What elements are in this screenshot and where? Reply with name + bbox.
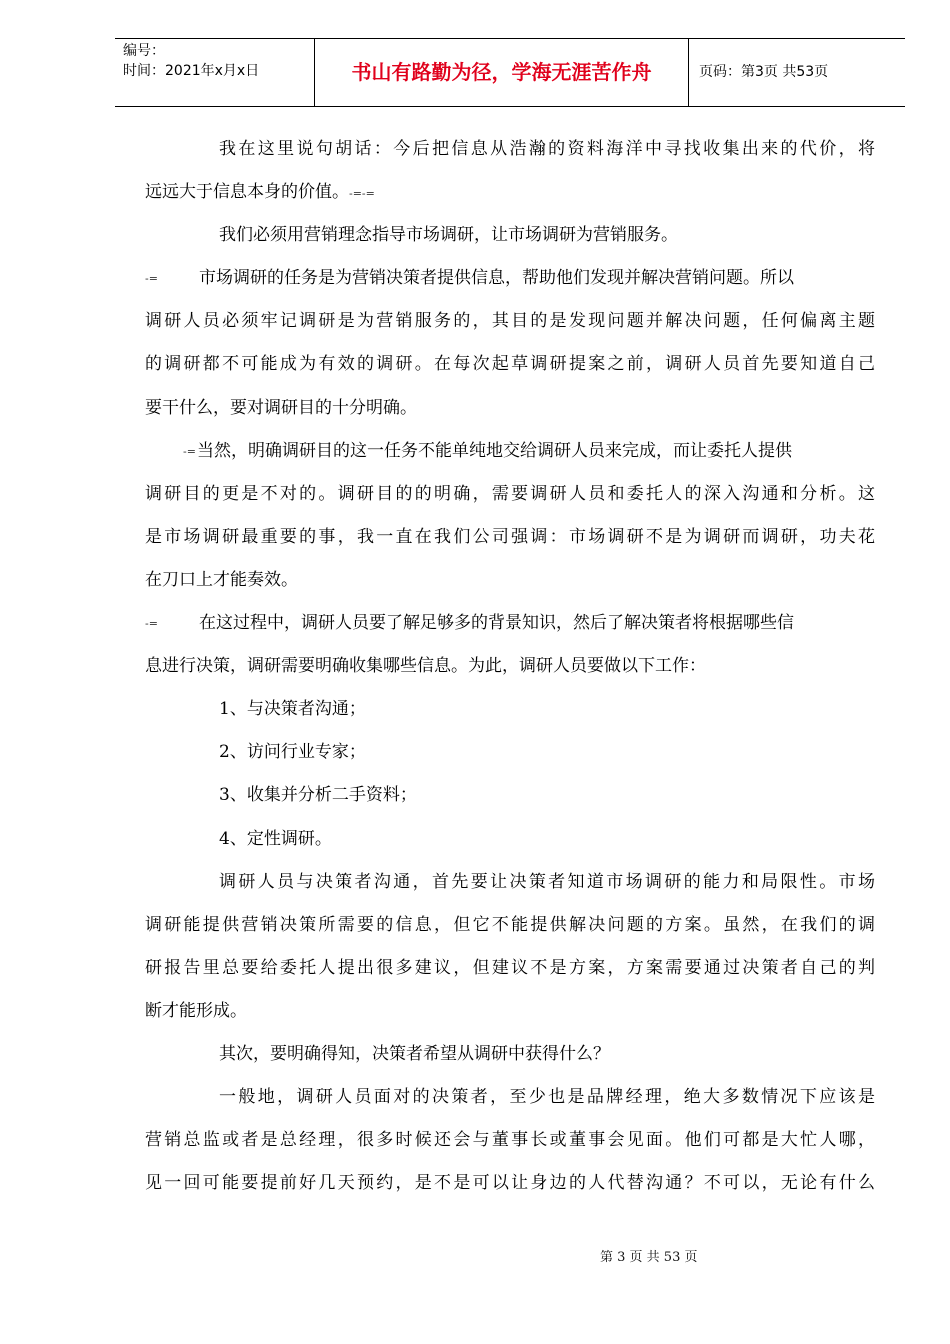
header-meta xyxy=(115,39,315,106)
list-item: 4、定性调研。 xyxy=(219,828,332,849)
text-line xyxy=(145,257,875,300)
text-line xyxy=(145,430,875,473)
header-page-info: 页码：第3页 共53页 xyxy=(699,64,829,80)
document-body xyxy=(145,128,875,1205)
date-label: 时间：2021年x月x日 xyxy=(123,63,260,79)
text-line: 息进行决策，调研需要明确收集哪些信息。为此，调研人员要做以下工作： xyxy=(145,656,706,677)
text-line: 调研目的更是不对的。调研目的的明确，需要调研人员和委托人的深入沟通和分析。这 xyxy=(145,483,875,504)
text-line xyxy=(145,602,875,645)
list-item: 2、访问行业专家； xyxy=(219,742,366,763)
text-line: 在刀口上才能奏效。 xyxy=(145,569,298,590)
text-line: 见一回可能要提前好几天预约，是不是可以让身边的人代替沟通？不可以，无论有什么 xyxy=(145,1173,875,1194)
text-line: 营销总监或者是总经理，很多时候还会与董事长或董事会见面。他们可都是大忙人哪， xyxy=(145,1130,875,1151)
text-line: 断才能形成。 xyxy=(145,1000,247,1021)
text-line: 其次，要明确得知，决策者希望从调研中获得什么？ xyxy=(219,1043,610,1064)
artifact-mark: -=-= xyxy=(349,187,375,201)
text-line: 的调研都不可能成为有效的调研。在每次起草调研提案之前，调研人员首先要知道自己 xyxy=(145,354,875,375)
serial-number-label: 编号： xyxy=(123,43,165,59)
text-span: 当然，明确调研目的这一任务不能单纯地交给调研人员来完成，而让委托人提供 xyxy=(197,440,792,461)
list-item: 3、收集并分析二手资料； xyxy=(219,785,417,806)
artifact-mark: -= xyxy=(145,272,158,286)
text-line: 是市场调研最重要的事，我一直在我们公司强调：市场调研不是为调研而调研，功夫花 xyxy=(145,526,875,547)
text-line: 研报告里总要给委托人提出很多建议，但建议不是方案，方案需要通过决策者自己的判 xyxy=(145,957,875,978)
text-line: 一般地，调研人员面对的决策者，至少也是品牌经理，绝大多数情况下应该是 xyxy=(219,1087,875,1108)
text-line: 我在这里说句胡话：今后把信息从浩瀚的资料海洋中寻找收集出来的代价，将 xyxy=(219,139,875,159)
text-span: 在这过程中，调研人员要了解足够多的背景知识，然后了解决策者将根据哪些信 xyxy=(199,613,794,634)
artifact-mark: -= xyxy=(183,444,196,458)
text-line xyxy=(145,171,875,214)
text-line: 调研人员必须牢记调研是为营销服务的，其目的是发现问题并解决问题，任何偏离主题 xyxy=(145,311,875,332)
text-line: 我们必须用营销理念指导市场调研，让市场调研为营销服务。 xyxy=(219,225,678,246)
text-line: 调研能提供营销决策所需要的信息，但它不能提供解决问题的方案。虽然，在我们的调 xyxy=(145,914,875,935)
text-span: 市场调研的任务是为营销决策者提供信息，帮助他们发现并解决营销问题。所以 xyxy=(199,268,794,289)
text-span: 远远大于信息本身的价值。 xyxy=(145,182,349,203)
header-motto: 书山有路勤为径，学海无涯苦作舟 xyxy=(315,39,689,106)
list-item: 1、与决策者沟通； xyxy=(219,699,366,720)
text-line: 要干什么，要对调研目的十分明确。 xyxy=(145,397,417,418)
page-header xyxy=(115,38,905,107)
page-footer: 第 3 页 共 53 页 xyxy=(600,1250,698,1265)
text-line: 调研人员与决策者沟通，首先要让决策者知道市场调研的能力和局限性。市场 xyxy=(219,871,875,892)
artifact-mark: -= xyxy=(145,617,158,631)
